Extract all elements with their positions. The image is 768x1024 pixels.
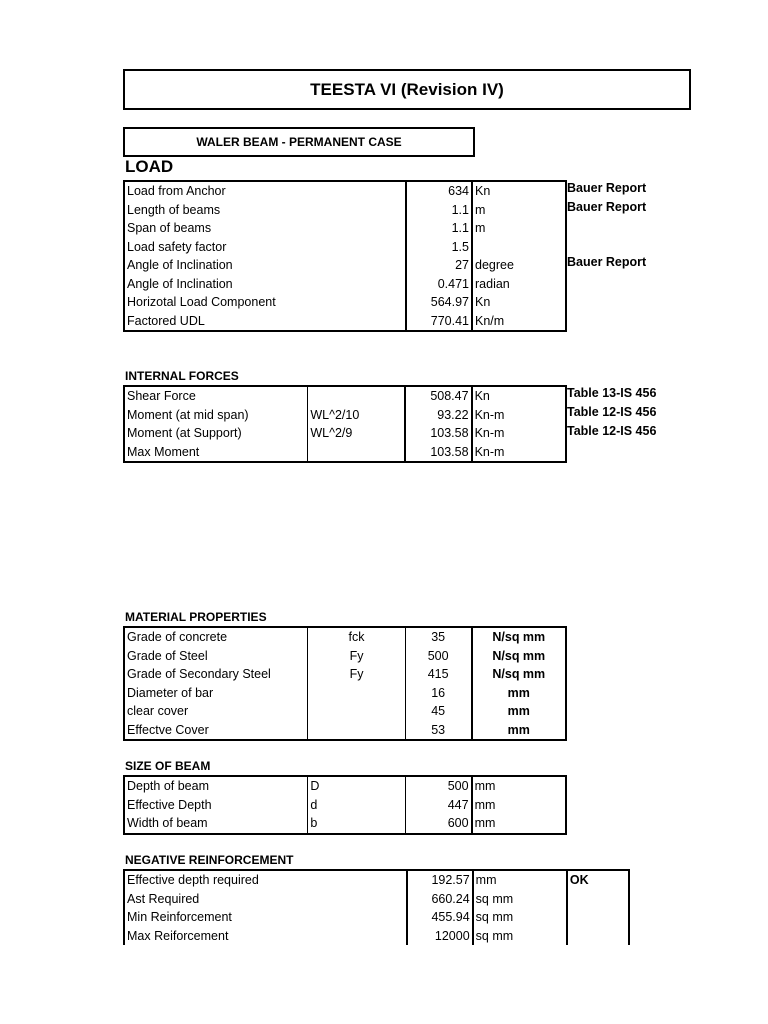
row-label: Moment (at Support)	[124, 424, 308, 443]
row-unit: N/sq mm	[472, 647, 566, 666]
material-table	[123, 626, 567, 741]
row-label: Grade of Steel	[124, 647, 308, 666]
row-formula	[308, 443, 405, 463]
row-unit: Kn-m	[472, 443, 566, 463]
row-value: 93.22	[405, 406, 471, 425]
row-unit: mm	[472, 684, 566, 703]
row-value: 1.5	[406, 238, 472, 257]
row-label: Max Moment	[124, 443, 308, 463]
row-label: Angle of Inclination	[124, 256, 406, 275]
row-unit: mm	[473, 870, 567, 890]
row-unit: Kn	[472, 386, 566, 406]
row-label: Factored UDL	[124, 312, 406, 332]
row-note: Table 12-IS 456	[567, 405, 657, 419]
negative-table	[123, 869, 630, 945]
table-row	[124, 275, 566, 294]
row-label: Ast Required	[124, 890, 407, 909]
row-label: Shear Force	[124, 386, 308, 406]
row-label: Angle of Inclination	[124, 275, 406, 294]
table-row	[124, 256, 566, 275]
row-value: 770.41	[406, 312, 472, 332]
row-label: clear cover	[124, 702, 308, 721]
negative-heading: NEGATIVE REINFORCEMENT	[125, 853, 294, 867]
table-row	[124, 721, 566, 741]
row-unit: mm	[472, 721, 566, 741]
table-row	[124, 665, 566, 684]
internal-forces-heading: INTERNAL FORCES	[125, 369, 239, 383]
table-row	[124, 219, 566, 238]
row-formula: WL^2/9	[308, 424, 405, 443]
table-row	[124, 796, 566, 815]
row-value: 600	[405, 814, 471, 834]
row-unit: N/sq mm	[472, 627, 566, 647]
load-table	[123, 180, 567, 332]
row-value: 16	[405, 684, 471, 703]
row-value: 192.57	[407, 870, 473, 890]
row-label: Grade of Secondary Steel	[124, 665, 308, 684]
row-unit: mm	[472, 814, 566, 834]
row-value: 45	[405, 702, 471, 721]
row-unit: m	[472, 219, 566, 238]
row-value: 103.58	[405, 424, 471, 443]
row-unit: N/sq mm	[472, 665, 566, 684]
row-unit: mm	[472, 796, 566, 815]
row-label: Effective Depth	[124, 796, 308, 815]
row-label: Grade of concrete	[124, 627, 308, 647]
row-value: 660.24	[407, 890, 473, 909]
size-table	[123, 775, 567, 835]
row-value: 447	[405, 796, 471, 815]
row-value: 455.94	[407, 908, 473, 927]
internal-forces-table	[123, 385, 567, 463]
table-row	[124, 927, 629, 946]
table-row	[124, 684, 566, 703]
row-value: 0.471	[406, 275, 472, 294]
row-label: Length of beams	[124, 201, 406, 220]
row-unit	[472, 238, 566, 257]
row-note: Bauer Report	[567, 181, 647, 195]
row-label: Depth of beam	[124, 776, 308, 796]
section-subtitle: WALER BEAM - PERMANENT CASE	[123, 127, 475, 157]
table-row	[124, 181, 566, 201]
row-value: 500	[405, 647, 471, 666]
row-value: 500	[405, 776, 471, 796]
table-row	[124, 312, 566, 332]
row-label: Diameter of bar	[124, 684, 308, 703]
table-row	[124, 406, 566, 425]
row-label: Effectve Cover	[124, 721, 308, 741]
row-symbol: b	[308, 814, 405, 834]
table-row	[124, 386, 566, 406]
row-label: Effective depth required	[124, 870, 407, 890]
row-note	[567, 927, 629, 946]
table-row	[124, 647, 566, 666]
row-value: 1.1	[406, 201, 472, 220]
row-value: 27	[406, 256, 472, 275]
row-value: 12000	[407, 927, 473, 946]
material-heading: MATERIAL PROPERTIES	[125, 610, 267, 624]
row-unit: Kn/m	[472, 312, 566, 332]
row-value: 634	[406, 181, 472, 201]
row-unit: radian	[472, 275, 566, 294]
row-value: 564.97	[406, 293, 472, 312]
table-row	[124, 238, 566, 257]
row-unit: Kn	[472, 181, 566, 201]
row-note: Bauer Report	[567, 200, 647, 214]
row-unit: m	[472, 201, 566, 220]
row-note: Bauer Report	[567, 255, 647, 269]
row-note	[567, 908, 629, 927]
row-unit: Kn-m	[472, 424, 566, 443]
row-symbol: fck	[308, 627, 405, 647]
row-label: Load safety factor	[124, 238, 406, 257]
table-row	[124, 424, 566, 443]
row-unit: mm	[472, 776, 566, 796]
row-label: Min Reinforcement	[124, 908, 407, 927]
table-row	[124, 814, 566, 834]
row-symbol	[308, 702, 405, 721]
row-unit: sq mm	[473, 890, 567, 909]
row-note	[567, 890, 629, 909]
row-value: 53	[405, 721, 471, 741]
table-row	[124, 443, 566, 463]
row-value: 35	[405, 627, 471, 647]
row-symbol: D	[308, 776, 405, 796]
row-value: 1.1	[406, 219, 472, 238]
table-row	[124, 293, 566, 312]
row-unit: sq mm	[473, 927, 567, 946]
row-symbol	[308, 684, 405, 703]
row-symbol: d	[308, 796, 405, 815]
table-row	[124, 201, 566, 220]
row-label: Width of beam	[124, 814, 308, 834]
row-symbol	[308, 721, 405, 741]
table-row	[124, 702, 566, 721]
row-unit: mm	[472, 702, 566, 721]
row-value: 508.47	[405, 386, 471, 406]
table-row	[124, 890, 629, 909]
row-symbol: Fy	[308, 647, 405, 666]
table-row	[124, 776, 566, 796]
row-symbol: Fy	[308, 665, 405, 684]
row-note: OK	[567, 870, 629, 890]
row-label: Moment (at mid span)	[124, 406, 308, 425]
row-unit: Kn	[472, 293, 566, 312]
table-row	[124, 870, 629, 890]
row-unit: sq mm	[473, 908, 567, 927]
row-unit: degree	[472, 256, 566, 275]
load-heading: LOAD	[125, 157, 174, 176]
row-note: Table 13-IS 456	[567, 386, 657, 400]
row-note: Table 12-IS 456	[567, 424, 657, 438]
row-value: 103.58	[405, 443, 471, 463]
document-title: TEESTA VI (Revision IV)	[123, 69, 691, 110]
row-unit: Kn-m	[472, 406, 566, 425]
row-formula: WL^2/10	[308, 406, 405, 425]
row-value: 415	[405, 665, 471, 684]
row-label: Load from Anchor	[124, 181, 406, 201]
table-row	[124, 627, 566, 647]
size-heading: SIZE OF BEAM	[125, 759, 211, 773]
table-row	[124, 908, 629, 927]
row-label: Span of beams	[124, 219, 406, 238]
row-label: Max Reiforcement	[124, 927, 407, 946]
row-label: Horizotal Load Component	[124, 293, 406, 312]
row-formula	[308, 386, 405, 406]
